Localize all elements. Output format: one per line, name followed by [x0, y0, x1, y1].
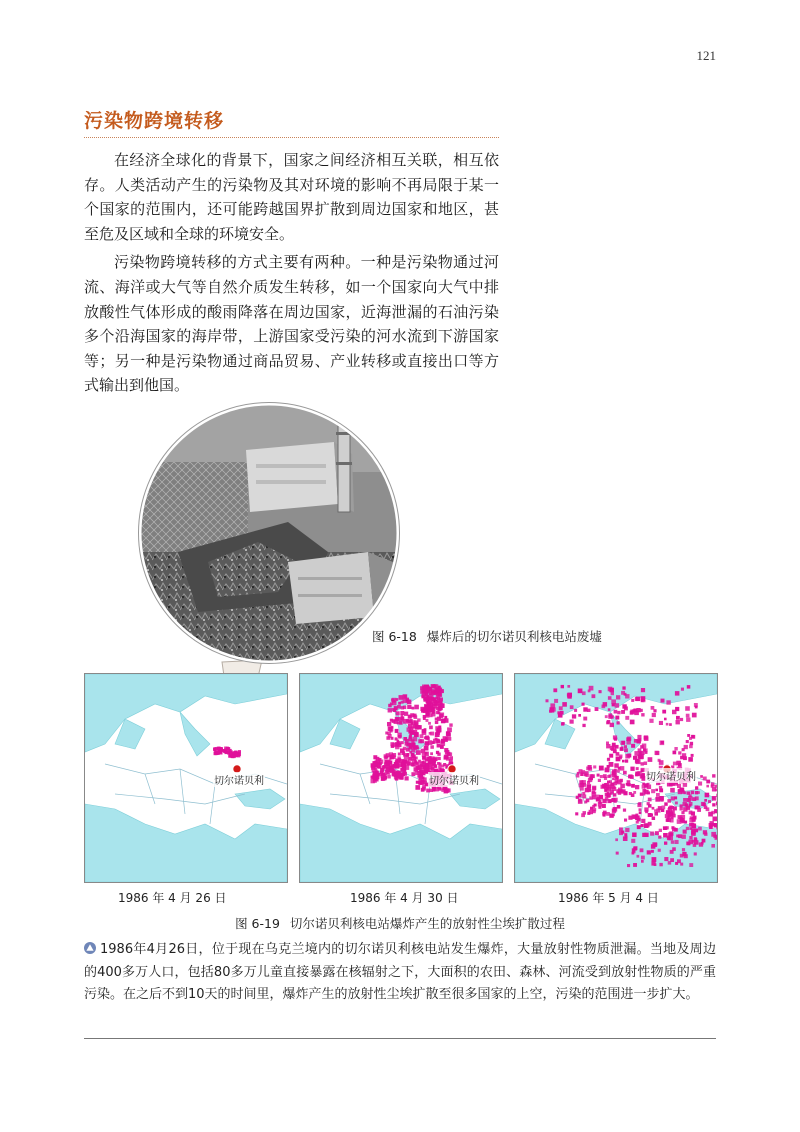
paragraph-2: 污染物跨境转移的方式主要有两种。一种是污染物通过河流、海洋或大气等自然介质发生转移，如一个国家向大气中排放酸性气体形成的酸雨降落在周边国家，近海泄漏的石油污染多个沿海国家的海岸带，上游国家受污染的河水流到下游国家等；另一种是污染物通过商品贸易、产业转移或直接出口等方式输出到他国。 — [84, 253, 499, 395]
figure-19-caption — [0, 914, 800, 932]
site-label-2: 切尔诺贝利 — [428, 772, 480, 787]
triangle-icon — [84, 942, 96, 954]
map-panel-1 — [84, 673, 288, 883]
title-rule — [84, 137, 499, 138]
map-date-2: 1986 年 4 月 30 日 — [350, 891, 459, 905]
map-panel-3 — [514, 673, 718, 883]
figure-18-title: 爆炸后的切尔诺贝利核电站废墟 — [426, 629, 602, 644]
body-text — [84, 148, 499, 398]
map-date-1: 1986 年 4 月 26 日 — [118, 891, 227, 905]
figure-18-caption — [372, 627, 602, 645]
site-label-1: 切尔诺贝利 — [213, 772, 265, 787]
note-text: 1986年4月26日，位于现在乌克兰境内的切尔诺贝利核电站发生爆炸，大量放射性物质泄漏。当地及周边的400多万人口，包括80多万儿童直接暴露在核辐射之下，大面积的农田、森林、河流受到放射性物质的严重污染。在之后不到10天的时间里，爆炸产生的放射性尘埃扩散至很多国家的上空，污染的范围进一步扩大。 — [84, 942, 716, 1002]
map-panel-2 — [299, 673, 503, 883]
figure-19-title: 切尔诺贝利核电站爆炸产生的放射性尘埃扩散过程 — [289, 916, 565, 931]
section-title: 污染物跨境转移 — [84, 110, 225, 132]
note-paragraph — [84, 939, 716, 1007]
paragraph-1: 在经济全球化的背景下，国家之间经济相互关联，相互依存。人类活动产生的污染物及其对环境的影响不再局限于某一个国家的范围内，还可能跨越国界扩散到周边国家和地区，甚至危及区域和全球的环境安全。 — [84, 151, 499, 243]
ruins-photo — [138, 402, 400, 664]
page-number: 121 — [696, 48, 716, 63]
bottom-rule — [84, 1038, 716, 1039]
figure-19-number: 图 6-19 — [235, 916, 280, 931]
site-label-3: 切尔诺贝利 — [645, 768, 697, 783]
map-date-3: 1986 年 5 月 4 日 — [558, 891, 659, 905]
figure-18-number: 图 6-18 — [372, 629, 417, 644]
